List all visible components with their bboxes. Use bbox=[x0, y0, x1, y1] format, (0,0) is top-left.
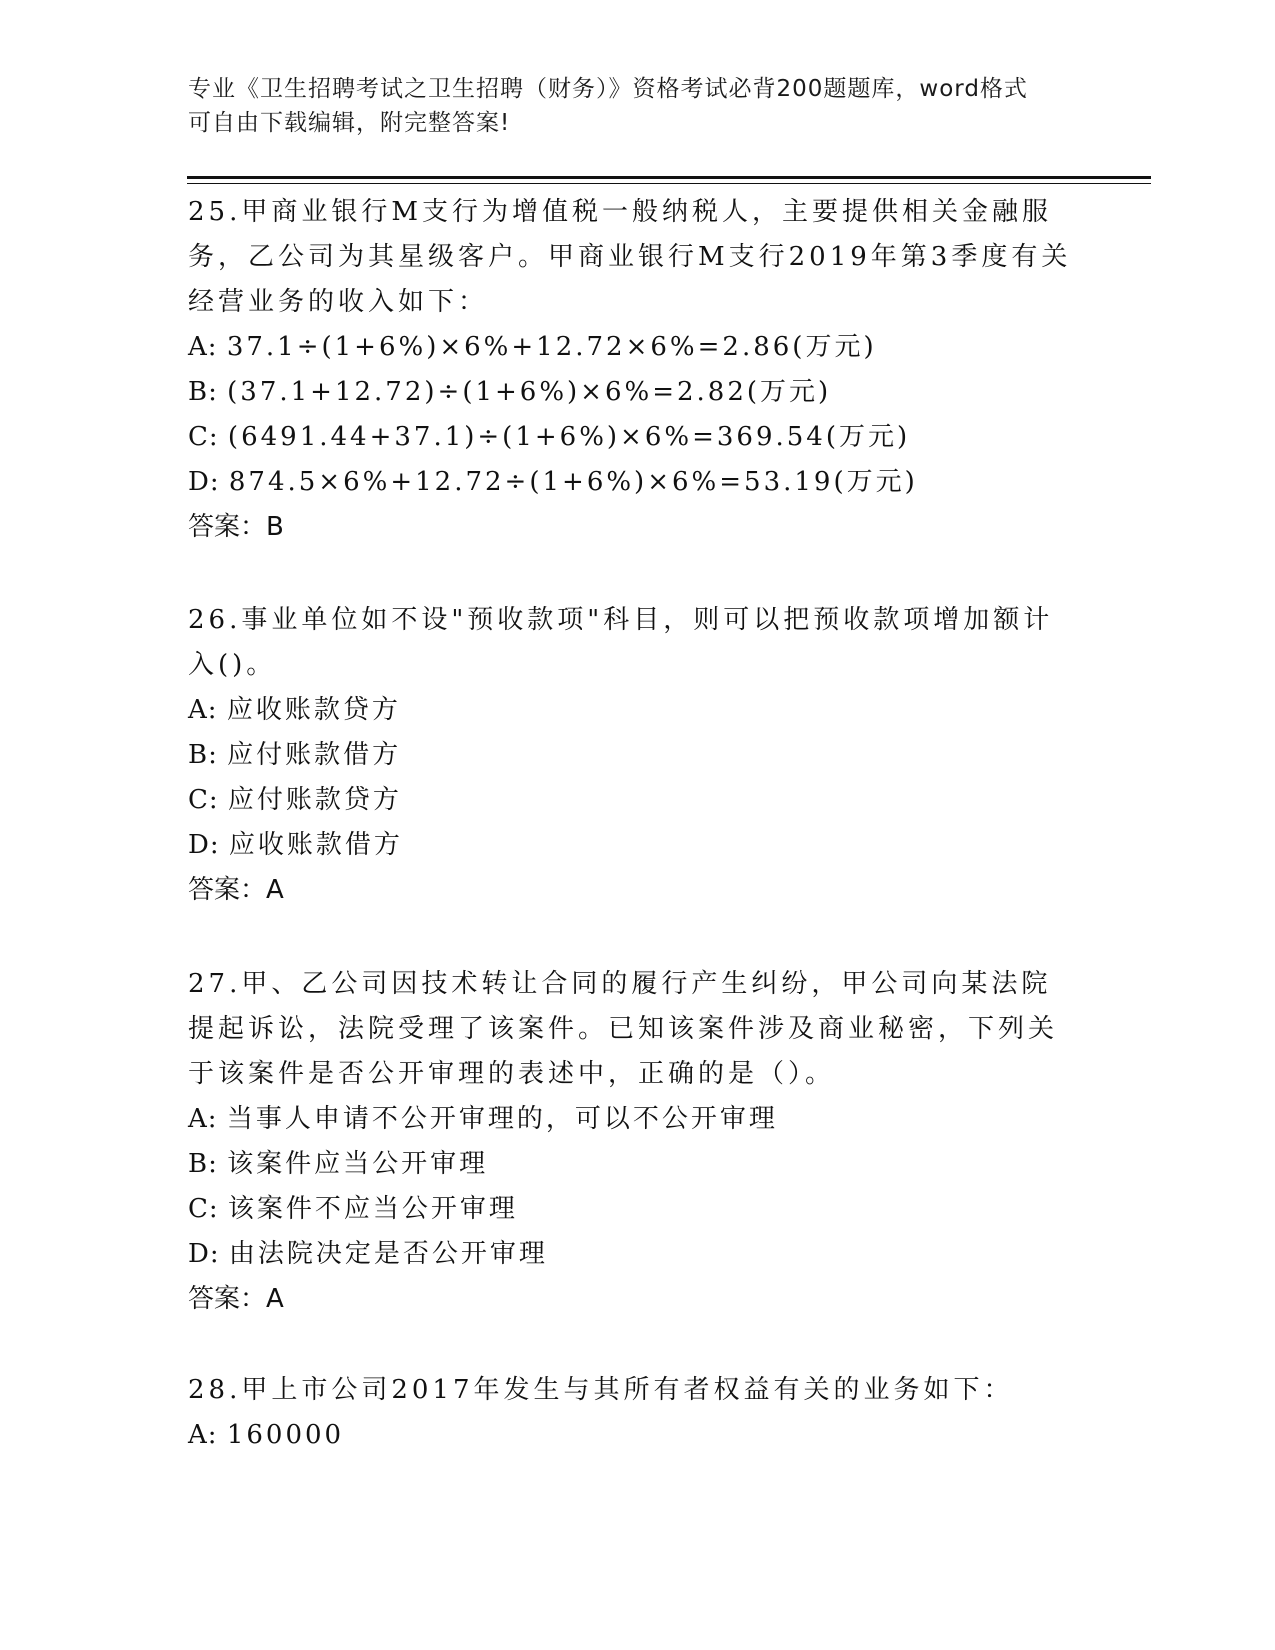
option-text: 由法院决定是否公开审理 bbox=[228, 1239, 548, 1269]
option-a bbox=[188, 325, 1078, 370]
answer-value: B bbox=[266, 512, 284, 542]
option-text: 应付账款贷方 bbox=[227, 785, 402, 815]
option-d bbox=[188, 1232, 1078, 1277]
option-b bbox=[188, 1142, 1078, 1187]
question-28 bbox=[188, 1368, 1078, 1458]
option-a bbox=[188, 1413, 1078, 1458]
option-d bbox=[188, 460, 1078, 505]
option-text: 该案件应当公开审理 bbox=[227, 1149, 489, 1179]
answer-value: A bbox=[266, 875, 284, 905]
option-letter: D: bbox=[188, 1239, 220, 1269]
option-text: (6491.44+37.1)÷(1+6%)×6%=369.54(万元) bbox=[227, 422, 911, 452]
answer-line bbox=[188, 505, 1078, 550]
answer-line bbox=[188, 868, 1078, 913]
answer-line bbox=[188, 1277, 1078, 1322]
answer-label: 答案： bbox=[188, 1284, 267, 1314]
option-letter: B: bbox=[188, 377, 218, 407]
option-b bbox=[188, 370, 1078, 415]
document-header bbox=[188, 72, 1088, 140]
option-text: 应付账款借方 bbox=[227, 740, 402, 770]
option-c bbox=[188, 1187, 1078, 1232]
answer-label: 答案： bbox=[188, 875, 267, 905]
option-letter: A: bbox=[188, 1420, 218, 1450]
option-letter: D: bbox=[188, 467, 220, 497]
option-letter: A: bbox=[188, 1104, 218, 1134]
option-letter: A: bbox=[188, 332, 218, 362]
option-d bbox=[188, 823, 1078, 868]
option-letter: C: bbox=[188, 785, 219, 815]
option-c bbox=[188, 415, 1078, 460]
option-letter: B: bbox=[188, 1149, 218, 1179]
question-27 bbox=[188, 962, 1078, 1322]
option-letter: C: bbox=[188, 422, 219, 452]
option-letter: B: bbox=[188, 740, 218, 770]
option-c bbox=[188, 778, 1078, 823]
header-divider-thick bbox=[187, 176, 1151, 179]
question-26 bbox=[188, 598, 1078, 913]
question-stem: 25.甲商业银行M支行为增值税一般纳税人，主要提供相关金融服务，乙公司为其星级客户。甲商业银行M支行2019年第3季度有关经营业务的收入如下： bbox=[188, 197, 1072, 317]
option-text: 应收账款借方 bbox=[228, 830, 403, 860]
option-a bbox=[188, 1097, 1078, 1142]
option-text: 应收账款贷方 bbox=[226, 695, 401, 725]
option-text: 874.5×6%+12.72÷(1+6%)×6%=53.19(万元) bbox=[228, 467, 918, 497]
option-text: 160000 bbox=[226, 1420, 345, 1450]
header-line-1: 专业《卫生招聘考试之卫生招聘（财务）》资格考试必背200题题库，word格式 bbox=[188, 76, 1028, 102]
option-text: (37.1+12.72)÷(1+6%)×6%=2.82(万元) bbox=[227, 377, 832, 407]
question-stem: 28.甲上市公司2017年发生与其所有者权益有关的业务如下： bbox=[188, 1375, 1014, 1405]
question-stem: 27.甲、乙公司因技术转让合同的履行产生纠纷，甲公司向某法院提起诉讼，法院受理了该案件。已知该案件涉及商业秘密，下列关于该案件是否公开审理的表述中，正确的是（）。 bbox=[188, 969, 1059, 1089]
option-letter: A: bbox=[188, 695, 218, 725]
option-text: 37.1÷(1+6%)×6%+12.72×6%=2.86(万元) bbox=[226, 332, 877, 362]
header-divider-thin bbox=[187, 183, 1151, 184]
option-a bbox=[188, 688, 1078, 733]
option-b bbox=[188, 733, 1078, 778]
option-letter: C: bbox=[188, 1194, 219, 1224]
header-line-2: 可自由下载编辑，附完整答案! bbox=[188, 110, 511, 136]
answer-label: 答案： bbox=[188, 512, 267, 542]
option-text: 当事人申请不公开审理的，可以不公开审理 bbox=[226, 1104, 778, 1134]
question-stem: 26.事业单位如不设"预收款项"科目，则可以把预收款项增加额计入()。 bbox=[188, 605, 1054, 680]
option-text: 该案件不应当公开审理 bbox=[227, 1194, 518, 1224]
option-letter: D: bbox=[188, 830, 220, 860]
answer-value: A bbox=[266, 1284, 284, 1314]
question-25 bbox=[188, 190, 1078, 550]
